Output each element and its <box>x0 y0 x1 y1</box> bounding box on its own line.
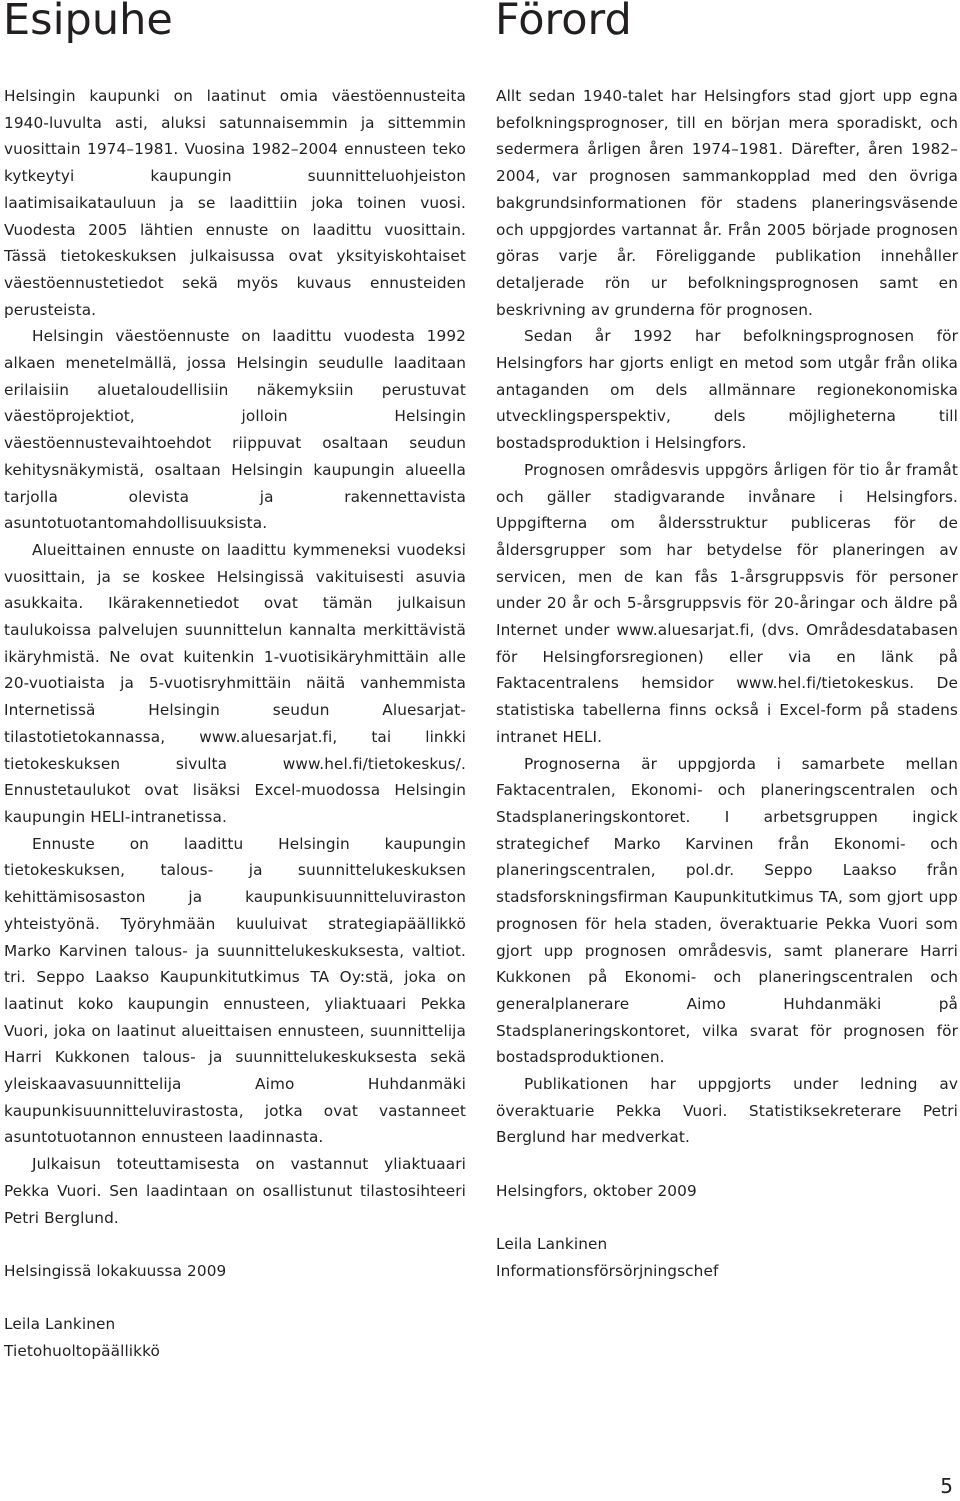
foreword-body-fi <box>4 83 466 1365</box>
paragraph-fi-1: Helsingin kaupunki on laatinut omia väestöennusteita 1940-luvulta asti, aluksi satunnaisemmin ja sittemmin vuosittain 1974–1981. Vuosina 1982–2004 ennusteen teko kytkeytyi kaupungin suunnitteluohjeiston laatimisaikatauluun ja se laadittiin joka toinen vuosi. Vuodesta 2005 lähtien ennuste on laadittu vuosittain. Tässä tietokeskuksen julkaisussa ovat yksityiskohtaiset väestöennustetiedot sekä myös kuvaus ennusteiden perusteista. <box>4 87 466 319</box>
paragraph-sv-3: Prognosen områdesvis uppgörs årligen för tio år framåt och gäller stadigvarande invånare i Helsingfors. Uppgifterna om åldersstruktur publiceras för de åldersgrupper som har betydelse för planeringen av servicen, men de kan fås 1-årsgruppsvis för personer under 20 år och 5-årsgruppsvis för 20-åringar och äldre på Internet under www.aluesarjat.fi, (dvs. Områdesdatabasen för Helsingforsregionen) eller via en länk på Faktacentralens hemsidor www.hel.fi/tietokeskus. De statistiska tabellerna finns också i Excel-form på stadens intranet HELI. <box>496 460 958 746</box>
paragraph-sv-2: Sedan år 1992 har befolkningsprognosen för Helsingfors har gjorts enligt en metod som utgår från olika antaganden om dels allmännare regionekonomiska utvecklingsperspektiv, dels möjligheterna till bostadsproduktion i Helsingfors. <box>496 327 958 453</box>
place-date-fi: Helsingissä lokakuussa 2009 <box>4 1261 227 1280</box>
paragraph-sv-1: Allt sedan 1940-talet har Helsingfors stad gjort upp egna befolkningsprognoser, till en början mera sporadiskt, och sedermera årligen åren 1974–1981. Därefter, åren 1982–2004, var prognosen sammankopplad med den övriga bakgrundsinformationen för stadens planeringsväsende och uppgjordes vartannat år. Från 2005 började prognosen göras varje år. Föreliggande publikation innehåller detaljerade rön ur befolkningsprognosen samt en beskrivning av grunderna för prognosen. <box>496 87 958 319</box>
signature-block-fi <box>4 1258 466 1365</box>
signer-title-fi: Tietohuoltopäällikkö <box>4 1342 160 1361</box>
paragraph-fi-4: Ennuste on laadittu Helsingin kaupungin tietokeskuksen, talous- ja suunnittelukeskuksen kehittämisosaston ja kaupunkisuunnitteluviraston yhteistyönä. Työryhmään kuuluivat strategiapäällikkö Marko Karvinen talous- ja suunnittelukeskuksesta, valtiot. tri. Seppo Laakso Kaupunkitutkimus TA Oy:stä, joka on laatinut koko kaupungin ennusteen, yliaktuaari Pekka Vuori, joka on laatinut alueittaisen ennusteen, suunnittelija Harri Kukkonen talous- ja suunnittelukeskuksesta sekä yleiskaavasuunnittelija Aimo Huhdanmäki kaupunkisuunnitteluvirastosta, jotka ovat vastanneet asuntotuotannon ennusteen laadinnasta. <box>4 834 466 1147</box>
paragraph-fi-2: Helsingin väestöennuste on laadittu vuodesta 1992 alkaen menetelmällä, jossa Helsingin seudulle laaditaan erilaisiin aluetaloudellisiin näkemyksiin perustuvat väestöprojektiot, jolloin Helsingin väestöennustevaihtoehdot riippuvat osaltaan seudun kehitysnäkymistä, osaltaan Helsingin kaupungin alueella tarjolla olevista ja rakennettavista asuntotuotantomahdollisuuksista. <box>4 327 466 533</box>
page-title-sv: Förord <box>495 0 632 45</box>
paragraph-fi-3: Alueittainen ennuste on laadittu kymmeneksi vuodeksi vuosittain, ja se koskee Helsingissä vakituisesti asuvia asukkaita. Ikärakennetiedot ovat tämän julkaisun taulukoissa palvelujen suunnittelun kannalta merkittävistä ikäryhmistä. Ne ovat kuitenkin 1-vuotisikäryhmittäin alle 20-vuotiaista ja 5-vuotisryhmittäin näitä vanhemmista Internetissä Helsingin seudun Aluesarjat-tilastotietokannassa, www.aluesarjat.fi, tai linkki tietokeskuksen sivulta www.hel.fi/tietokeskus/. Ennustetaulukot ovat lisäksi Excel-muodossa Helsingin kaupungin HELI-intranetissa. <box>4 540 466 826</box>
paragraph-sv-5: Publikationen har uppgjorts under ledning av överaktuarie Pekka Vuori. Statistiksekreterare Petri Berglund har medverkat. <box>496 1075 958 1147</box>
place-date-sv: Helsingfors, oktober 2009 <box>496 1181 697 1200</box>
paragraph-sv-4: Prognoserna är uppgjorda i samarbete mellan Faktacentralen, Ekonomi- och planeringscentralen och Stadsplaneringskontoret. I arbetsgruppen ingick strategichef Marko Karvinen från Ekonomi- och planeringscentralen, pol.dr. Seppo Laakso från stadsforskningsfirman Kaupunkitutkimus TA, som gjort upp prognosen för hela staden, överaktuarie Pekka Vuori som gjort upp prognosen områdesvis, samt planerare Harri Kukkonen på Ekonomi- och planeringscentralen och generalplanerare Aimo Huhdanmäki på Stadsplaneringskontoret, vilka svarat för prognosen för bostadsproduktionen. <box>496 754 958 1067</box>
signer-title-sv: Informationsförsörjningschef <box>496 1261 719 1280</box>
signer-name-sv: Leila Lankinen <box>496 1235 608 1254</box>
signature-block-sv <box>496 1178 958 1285</box>
page-number: 5 <box>940 1474 953 1498</box>
signer-name-fi: Leila Lankinen <box>4 1315 116 1334</box>
paragraph-fi-5: Julkaisun toteuttamisesta on vastannut yliaktuaari Pekka Vuori. Sen laadintaan on osallistunut tilastosihteeri Petri Berglund. <box>4 1155 466 1227</box>
foreword-body-sv <box>496 83 958 1285</box>
page-title-fi: Esipuhe <box>3 0 173 45</box>
